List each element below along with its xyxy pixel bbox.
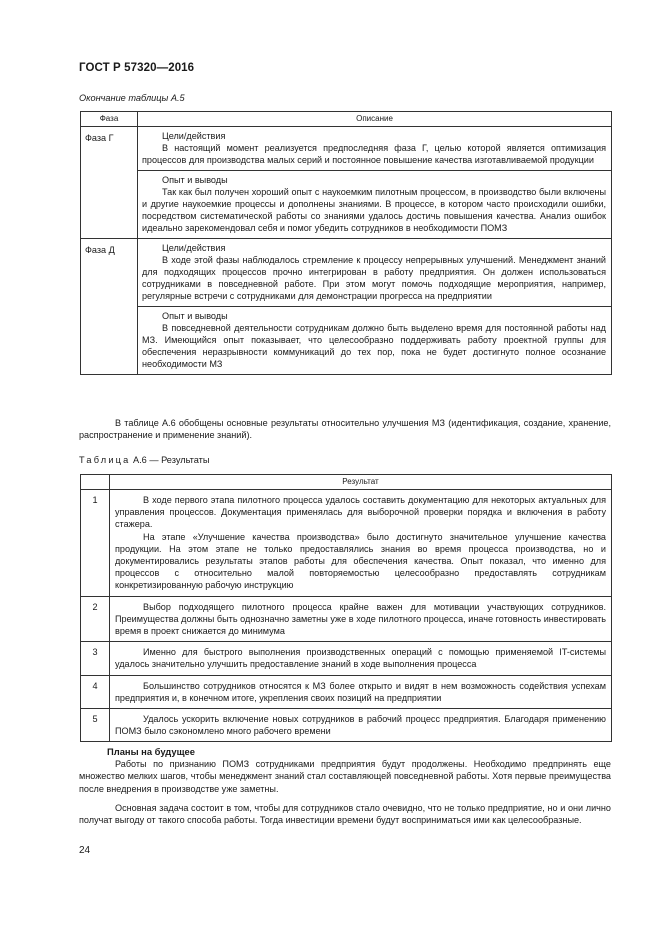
phase-cell: Фаза Д <box>81 238 138 374</box>
result-cell <box>110 642 612 675</box>
block-text: В повседневной деятельности сотрудникам должно быть выделено время для постоянной работы над МЗ. Имеющийся опыт показывает, что целесообразно поддерживать работу проектной группы для обеспечения неразрывности коммуникаций до тех пор, пока не будет достигнуто полное осознание необходимости МЗ <box>142 322 606 370</box>
table-a6-header-row <box>81 475 612 490</box>
result-cell <box>110 709 612 742</box>
table-row <box>81 127 612 171</box>
block-text: В настоящий момент реализуется предпоследняя фаза Г, целью которой является оптимизация процессов для производства малых серий и постоянное повышение качества изготавливаемой продукции <box>142 143 606 166</box>
table-a6 <box>80 474 612 742</box>
plans-paragraph-1: Работы по признанию ПОМЗ сотрудниками предприятия будут продолжены. Необходимо предпринять еще множество мелких шагов, чтобы менеджмент знаний стал составляющей повседневной работы. Хотя первые преимущества после внедрения в производстве уже заметны. <box>79 759 611 794</box>
col-phase-header: Фаза <box>81 112 138 127</box>
table-a5-header-row <box>81 112 612 127</box>
row-number: 2 <box>81 596 110 642</box>
col-num-header <box>81 475 110 490</box>
plans-heading: Планы на будущее <box>107 746 195 757</box>
block-title: Цели/действия <box>162 242 226 253</box>
table-row <box>81 596 612 642</box>
intro-paragraph: В таблице А.6 обобщены основные результаты относительно улучшения МЗ (идентификация, создание, хранение, распространение и применение знаний). <box>79 418 611 441</box>
row-number: 1 <box>81 490 110 597</box>
result-paragraph: Выбор подходящего пилотного процесса крайне важен для мотивации участвующих сотрудников. Преимущества должны быть однозначно заметны уже в ходе пилотного процесса, иначе готовность инвестировать время в проект снижается до минимума <box>115 601 606 637</box>
result-paragraph: Большинство сотрудников относятся к МЗ более открыто и видят в нем возможность содействия успехам предприятия и, в конечном итоге, укрепления своих позиций на предприятии <box>115 680 606 703</box>
block-title: Опыт и выводы <box>162 174 228 185</box>
table-row <box>81 642 612 675</box>
col-desc-header: Описание <box>138 112 612 127</box>
desc-cell <box>138 238 612 306</box>
result-cell <box>110 675 612 708</box>
table-row <box>81 170 612 238</box>
standard-header: ГОСТ Р 57320—2016 <box>79 62 195 74</box>
table-row <box>81 490 612 597</box>
col-result-header: Результат <box>110 475 612 490</box>
table-a6-caption-word: Таблица <box>79 455 131 465</box>
result-paragraph: В ходе первого этапа пилотного процесса удалось составить документацию для некоторых актуальных для управления процессов. Документация применялась для выборочной проверки порядка и включения в работу стажера. <box>115 495 606 530</box>
desc-cell <box>138 306 612 374</box>
plans-paragraph-2: Основная задача состоит в том, чтобы для сотрудников стало очевидно, что не только предприятие, но и они лично получат выгоду от такого способа работы. Тогда инвестиции времени будут восприниматься ими как целесообразные. <box>79 803 611 826</box>
page-number: 24 <box>79 845 91 856</box>
result-paragraph: Именно для быстрого выполнения производственных операций с помощью применяемой IT-системы удалось значительно улучшить предоставление знаний в ходе выполнения процесса <box>115 647 606 670</box>
table-row <box>81 238 612 306</box>
block-text: В ходе этой фазы наблюдалось стремление к процессу непрерывных улучшений. Менеджмент знаний для подходящих процессов прочно интегрирован в работу предприятия. Он должен использоваться сотрудниками в повседневной работе. При этом могут помочь подходящие мероприятия, например, регулярные встречи с сотрудниками для демонстрации прогресса на предприятии <box>142 254 606 302</box>
result-paragraph: На этапе «Улучшение качества производства» было достигнуто значительное улучшение качества продукции. На этом этапе не только предоставлялись знания во время процесса производства, но и документировались результаты этапов работы для обеспечения качества. Опыт показал, что именно для процессов с относительно малой повторяемостью целесообразно предоставлять сотрудникам конкретизированную рабочую инструкцию <box>115 531 606 591</box>
table-a5 <box>80 111 612 375</box>
desc-cell <box>138 170 612 238</box>
table-a6-caption-rest: А.6 — Результаты <box>133 455 210 465</box>
table-row <box>81 675 612 708</box>
table-a5-caption: Окончание таблицы А.5 <box>79 93 185 103</box>
table-row <box>81 306 612 374</box>
row-number: 5 <box>81 709 110 742</box>
table-a6-caption <box>79 455 209 465</box>
desc-cell <box>138 127 612 171</box>
row-number: 4 <box>81 675 110 708</box>
row-number: 3 <box>81 642 110 675</box>
block-title: Цели/действия <box>162 131 226 141</box>
phase-cell: Фаза Г <box>81 127 138 239</box>
result-cell <box>110 596 612 642</box>
block-title: Опыт и выводы <box>162 310 228 321</box>
result-paragraph: Удалось ускорить включение новых сотрудников в рабочий процесс предприятия. Благодаря применению ПОМЗ было сэкономлено много рабочего времени <box>115 714 606 737</box>
block-text: Так как был получен хороший опыт с наукоемким пилотным процессом, в производство были включены и другие наукоемкие процессы и дополнены знаниями. В процессе, в котором часто происходили ошибки, посредством систематической работы со знаниями удалось достичь повышения качества. Анализ ошибок идеально зарекомендовал себя и помог убедить сотрудников в необходимости ПОМЗ <box>142 186 606 234</box>
result-cell <box>110 490 612 597</box>
table-row <box>81 709 612 742</box>
